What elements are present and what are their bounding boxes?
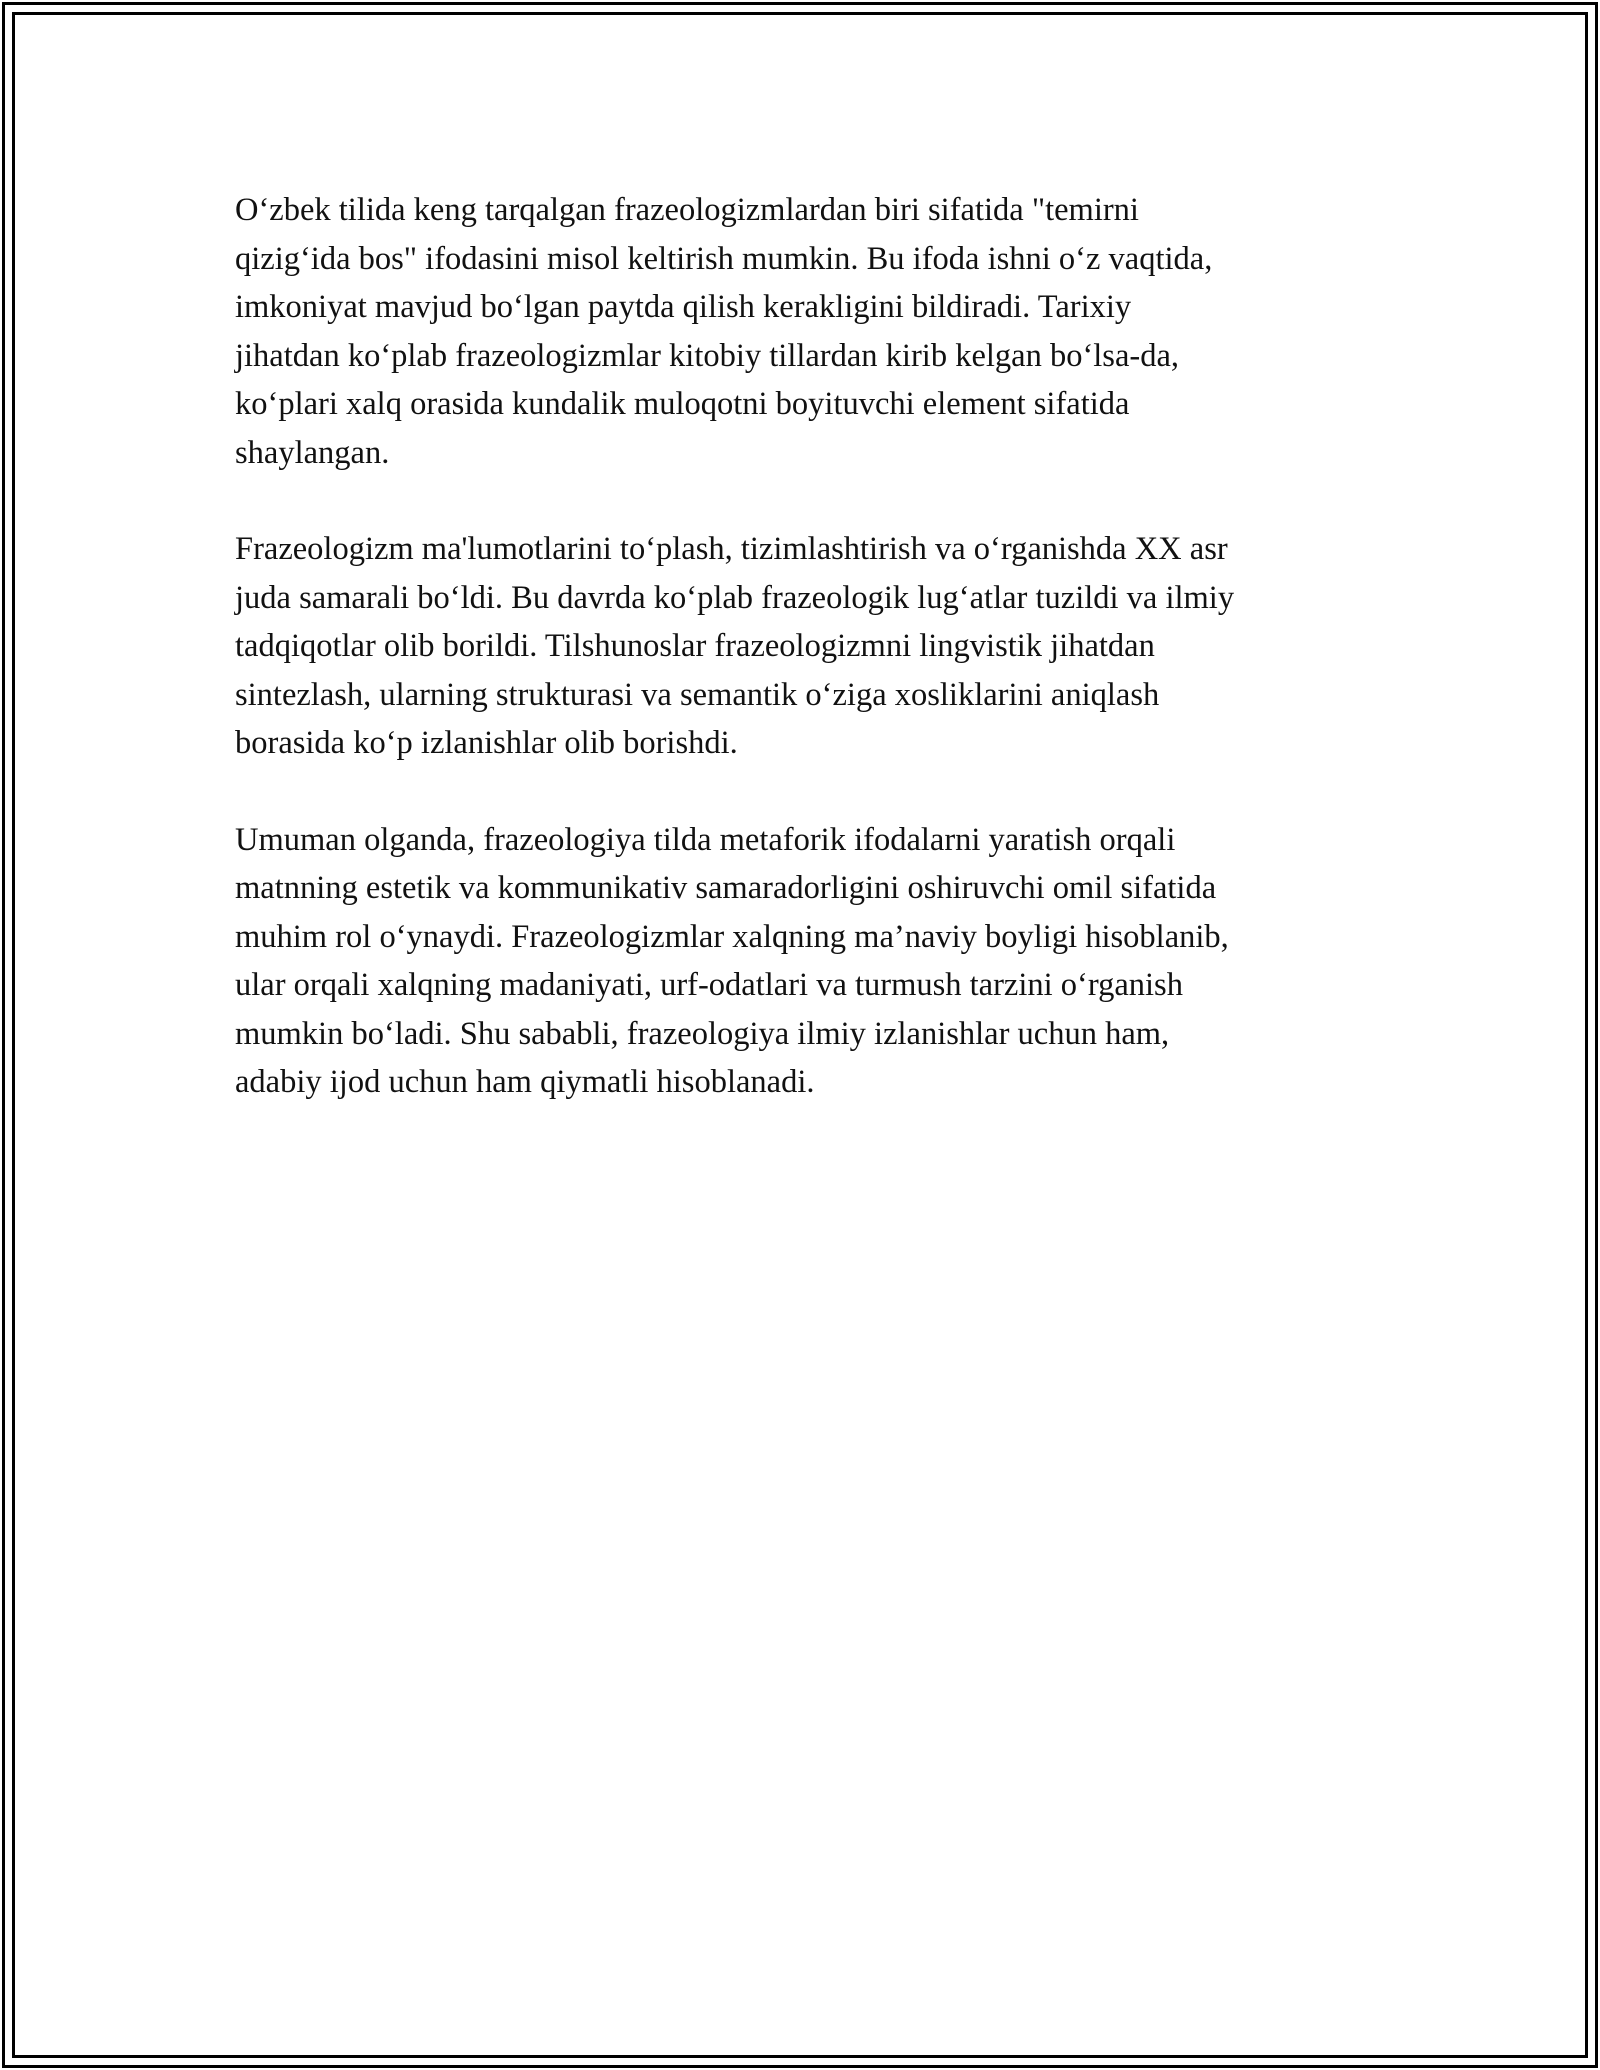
paragraph-2: Frazeologizm ma'lumotlarini to‘plash, tizimlashtirish va o‘rganishda XX asr juda samarali bo‘ldi. Bu davrda ko‘plab frazeologik lug‘atlar tuzildi va ilmiy tadqiqotlar olib borildi. Tilshunoslar frazeologizmni lingvistik jihatdan sintezlash, ularning strukturasi va semantik o‘ziga xosliklarini aniqlash borasida ko‘p izlanishlar olib borishdi. xyxy=(235,531,1235,761)
document-body xyxy=(235,186,1375,1107)
paragraph-3: Umuman olganda, frazeologiya tilda metaforik ifodalarni yaratish orqali matnning estetik va kommunikativ samaradorligini oshiruvchi omil sifatida muhim rol o‘ynaydi. Frazeologizmlar xalqning ma’naviy boyligi hisoblanib, ular orqali xalqning madaniyati, urf-odatlari va turmush tarzini o‘rganish mumkin bo‘ladi. Shu sababli, frazeologiya ilmiy izlanishlar uchun ham, adabiy ijod uchun ham qiymatli hisoblanadi. xyxy=(235,821,1229,1100)
paragraph-1: O‘zbek tilida keng tarqalgan frazeologizmlardan biri sifatida "temirni qizig‘ida bos" ifodasini misol keltirish mumkin. Bu ifoda ishni o‘z vaqtida, imkoniyat mavjud bo‘lgan paytda qilish kerakligini bildiradi. Tarixiy jihatdan ko‘plab frazeologizmlar kitobiy tillardan kirib kelgan bo‘lsa-da, ko‘plari xalq orasida kundalik muloqotni boyituvchi element sifatida shaylangan. xyxy=(235,192,1213,471)
